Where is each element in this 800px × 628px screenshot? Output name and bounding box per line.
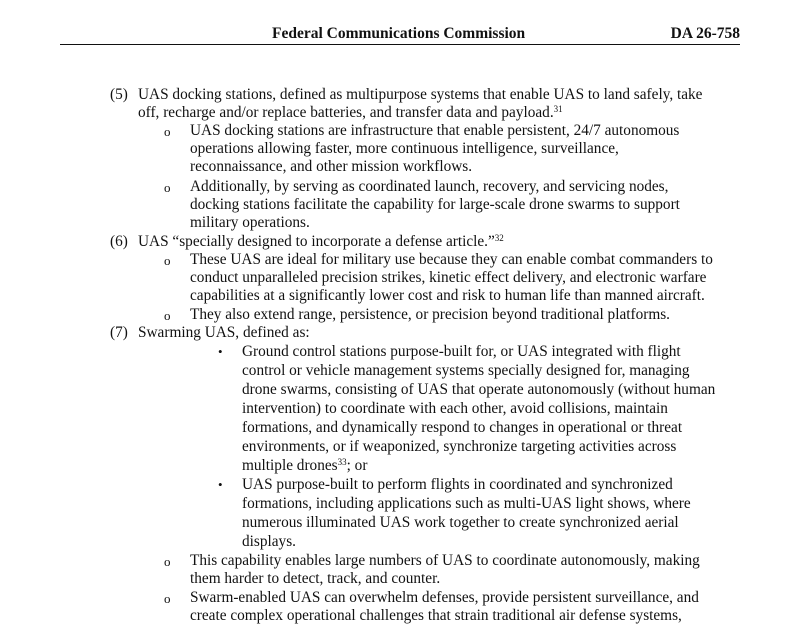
item-5-sub-1-line-2: operations allowing faster, more continuous intelligence, surveillance, <box>190 140 619 157</box>
hollow-bullet-icon: o <box>164 308 171 323</box>
item-6-number: (6) <box>110 233 128 250</box>
header-document-number: DA 26-758 <box>670 25 740 42</box>
hollow-bullet-icon: o <box>164 124 171 139</box>
hollow-bullet-icon: o <box>164 554 171 569</box>
footnote-ref-33: 33 <box>337 457 347 467</box>
item-7-dot-1-line-3: drone swarms, consisting of UAS that operate autonomously (without human <box>242 381 716 398</box>
item-5-sub-2-line-2: docking stations facilitate the capability for large-scale drone swarms to support <box>190 196 680 213</box>
filled-bullet-icon: • <box>218 344 223 359</box>
item-7-dot-1-line-4: intervention) to coordinate with each other, avoid collisions, maintain <box>242 400 668 417</box>
item-5-line-2: off, recharge and/or replace batteries, and transfer data and payload.$^{31}$ <box>138 104 563 121</box>
hollow-bullet-icon: o <box>164 253 171 268</box>
footnote-ref-32: 32 <box>494 233 504 243</box>
item-7-line-1: Swarming UAS, defined as: <box>138 324 310 341</box>
item-7-sub-2-line-2: create complex operational challenges that strain traditional air defense systems, <box>190 607 682 624</box>
footnote-ref-31: 31 <box>553 104 563 114</box>
item-7-dot-1-line-7: multiple drones$^{33}$; or <box>242 457 368 474</box>
hollow-bullet-icon: o <box>164 591 171 606</box>
item-7-sub-2-line-1: Swarm-enabled UAS can overwhelm defenses, provide persistent surveillance, and <box>190 589 699 606</box>
item-6-sub-1-line-3: capabilities at a significantly lower cost and risk to human life than manned aircraft. <box>190 287 705 304</box>
item-6-sub-1-line-2: conduct unparalleled precision strikes, kinetic effect delivery, and electronic warfare <box>190 269 707 286</box>
item-7-dot-2-line-2: formations, including applications such as multi-UAS light shows, where <box>242 495 691 512</box>
item-7-sub-1-line-2: them harder to detect, track, and counter. <box>190 570 441 587</box>
item-7-dot-2-line-3: numerous illuminated UAS work together to create synchronized aerial <box>242 514 679 531</box>
item-7-dot-1-line-6: environments, or if weaponized, synchronize targeting activities across <box>242 438 677 455</box>
item-7-dot-2-line-4: displays. <box>242 533 296 550</box>
header-agency-title: Federal Communications Commission <box>272 25 526 42</box>
item-7-dot-1-line-5: formations, and dynamically respond to changes in operational or threat <box>242 419 683 436</box>
item-5-sub-2-line-1: Additionally, by serving as coordinated launch, recovery, and servicing nodes, <box>190 178 669 195</box>
header-rule <box>60 44 740 45</box>
item-5-sub-1-line-1: UAS docking stations are infrastructure that enable persistent, 24/7 autonomous <box>190 122 680 139</box>
item-6-sub-2-line-1: They also extend range, persistence, or precision beyond traditional platforms. <box>190 306 670 323</box>
item-5-sub-2-line-3: military operations. <box>190 214 310 231</box>
item-6-sub-1-line-1: These UAS are ideal for military use because they can enable combat commanders to <box>190 251 713 268</box>
item-7-number: (7) <box>110 324 128 341</box>
item-6-line-1: UAS “specially designed to incorporate a defense article.”$^{32}$ <box>138 233 504 250</box>
hollow-bullet-icon: o <box>164 180 171 195</box>
item-7-dot-1-line-1: Ground control stations purpose-built for, or UAS integrated with flight <box>242 343 681 360</box>
item-5-sub-1-line-3: reconnaissance, and other mission workflows. <box>190 158 473 175</box>
item-7-dot-2-line-1: UAS purpose-built to perform flights in coordinated and synchronized <box>242 476 673 493</box>
filled-bullet-icon: • <box>218 477 223 492</box>
item-7-sub-1-line-1: This capability enables large numbers of UAS to coordinate autonomously, making <box>190 552 700 569</box>
item-5-line-1: UAS docking stations, defined as multipurpose systems that enable UAS to land safely, take <box>138 86 703 103</box>
item-7-dot-1-line-2: control or vehicle management systems specially designed for, managing <box>242 362 690 379</box>
item-5-number: (5) <box>110 86 128 103</box>
